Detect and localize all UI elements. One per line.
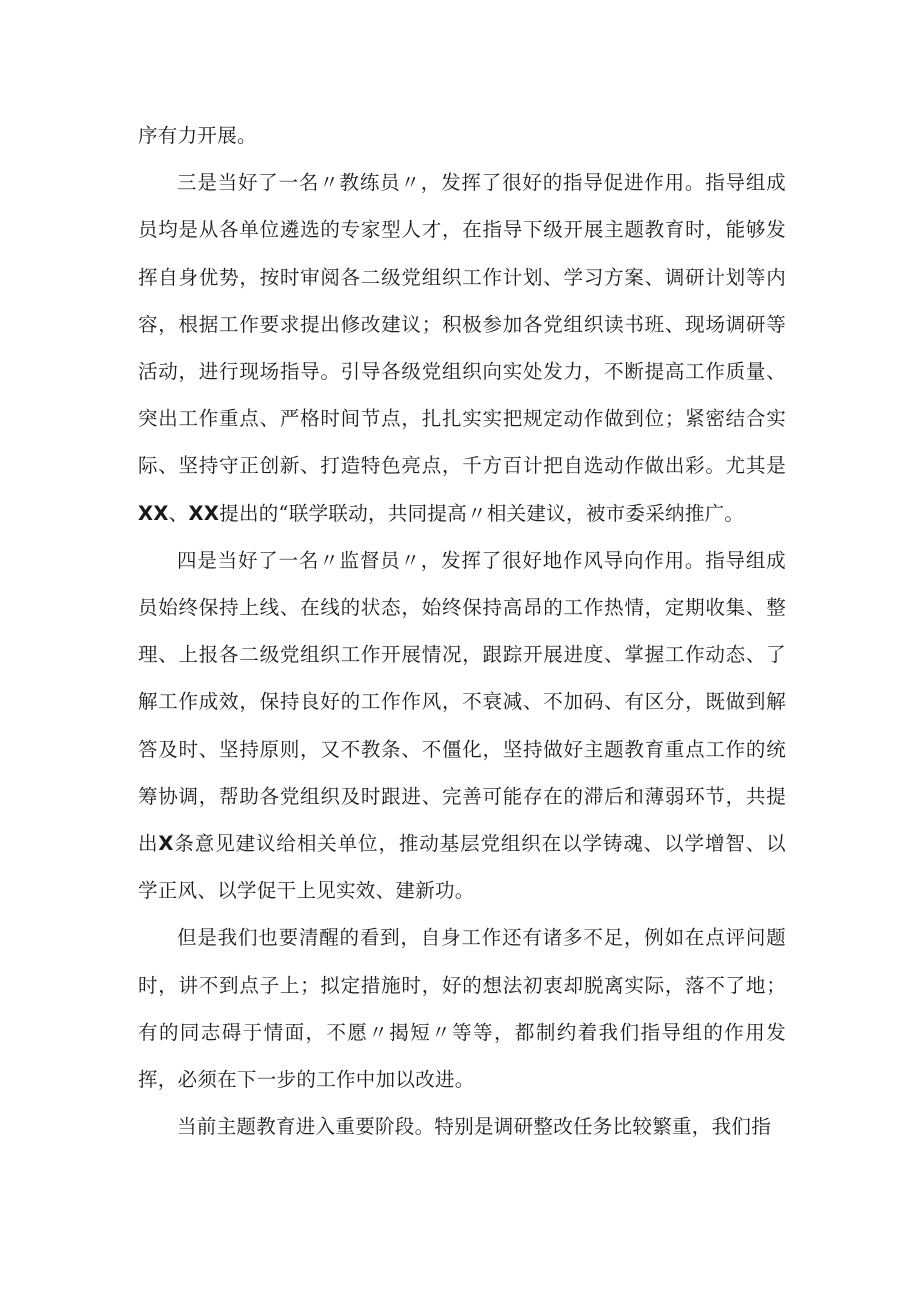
paragraph-text: 提出的“联学联动，共同提高〃相关建议，被市委采纳推广。 xyxy=(219,501,745,525)
paragraph-text: 四是当好了一名〃监督员〃，发挥了很好地作风导向作用。指导组成员始终保持上线、在线的状态，始终保持高昂的工作热情，定期收集、整理、上报各二级党组织工作开展情况，跟踪开展进度、掌握工作动态、了解工作成效，保持良好的工作作风，不衰减、不加码、有区分，既做到解答及时、坚持原则，又不教条、不僵化，坚持做好主题教育重点工作的统筹协调，帮助各党组织及时跟进、完善可能存在的滞后和薄弱环节，共提出 xyxy=(138,548,786,856)
paragraph-text: 当前主题教育进入重要阶段。特别是调研整改任务比较繁重，我们指 xyxy=(177,1115,772,1139)
paragraph-text: 条意见建议给相关单位，推动基层党组织在以学铸魂、以学增智、以学正风、以学促干上见实效、建新功。 xyxy=(138,832,786,903)
placeholder-text: X xyxy=(158,832,174,856)
paragraph xyxy=(138,914,786,1103)
paragraph xyxy=(138,159,786,537)
paragraph xyxy=(138,1103,786,1150)
placeholder-text: XX xyxy=(188,501,220,525)
document-body xyxy=(138,112,786,1150)
paragraph-text: 序有力开展。 xyxy=(138,124,257,147)
paragraph xyxy=(138,537,786,915)
paragraph xyxy=(138,112,786,159)
paragraph-text: 但是我们也要清醒的看到，自身工作还有诸多不足，例如在点评问题时，讲不到点子上；拟定措施时，好的想法初衷却脱离实际，落不了地；有的同志碍于情面，不愿〃揭短〃等等，都制约着我们指导组的作用发挥，必须在下一步的工作中加以改进。 xyxy=(138,926,786,1092)
paragraph-text: 三是当好了一名〃教练员〃，发挥了很好的指导促进作用。指导组成员均是从各单位遴选的专家型人才，在指导下级开展主题教育时，能够发挥自身优势，按时审阅各二级党组织工作计划、学习方案、调研计划等内容，根据工作要求提出修改建议；积极参加各党组织读书班、现场调研等活动，进行现场指导。引导各级党组织向实处发力，不断提高工作质量、突出工作重点、严格时间节点，扎扎实实把规定动作做到位；紧密结合实际、坚持守正创新、打造特色亮点，千方百计把自选动作做出彩。尤其是 xyxy=(138,171,786,478)
placeholder-text: XX xyxy=(138,501,169,525)
paragraph-text: 、 xyxy=(168,501,189,525)
